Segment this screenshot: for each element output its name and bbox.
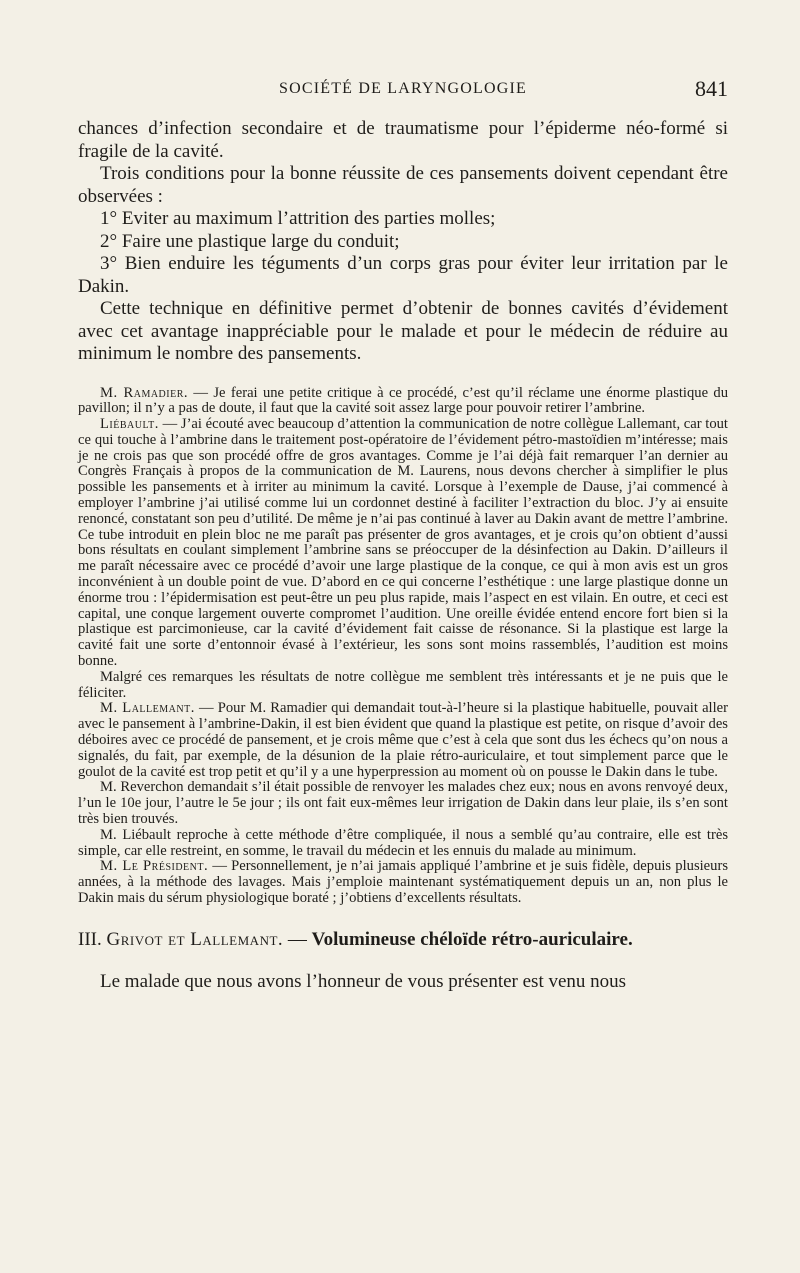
speaker-text: M. Liébault reproche à cette méthode d’être compliquée, il nous a semblé qu’au contraire, elle est très simple, car elle restreint, en somme, le travail du médecin et les ennuis du malade au minimum. [78,826,728,859]
section-authors: Grivot et Lallemant. [106,928,284,950]
section-heading [78,929,728,951]
body-paragraph: chances d’infection secondaire et de traumatisme pour l’épiderme néo-formé si fragile de la cavité. [78,118,728,162]
speaker-text: — Personnellement, je n’ai jamais appliqué l’ambrine et je suis fidèle, depuis plusieurs années, à la méthode des lavages. Mais j’emploie maintenant systématiquement depuis un an, non plus le Dakin mais du sérum physiologique boraté ; j’obtiens d’excellents résultats. [78,858,728,906]
speaker-text: M. Reverchon demandait s’il était possible de renvoyer les malades chez eux; nous en avons renvoyé deux, l’un le 10e jour, l’autre le 5e jour ; ils ont fait eux-mêmes leur irrigation de Dakin dans leur plaie, ils s’en sont très bien trouvés. [78,779,728,828]
condition-item: 2° Faire une plastique large du conduit; [100,230,400,252]
discussion-section [78,386,728,907]
running-header [78,76,728,106]
speaker-text: — J’ai écouté avec beaucoup d’attention la communication de notre collègue Lallemant, car tout ce qui touche à l’ambrine dans le traitement post-opératoire de l’évidement pétro-mastoïdien m’intéresse; mais je ne crois pas que son procédé offre de gros avantages. Comme je l’ai déjà fait remarquer l’an dernier au Congrès Français à propos de la communication de M. Laurens, nous devons chercher à simplifier le plus possible les pansements et à irriter au minimum la cavité. Lorsque à l’exemple de Dause, j’ai commencé à employer l’ambrine j’ai utilisé comme lui un cordonnet destiné à faciliter l’extraction du bloc. J’y ai ensuite renoncé, constatant son peu d’utilité. De même je n’ai pas continué à laver au Dakin avant de mettre l’ambrine. Ce tube introduit en plein bloc ne me paraît pas présenter de gros avantages, et je crois qu’on obtient d’aussi bons résultats en coulant simplement l’ambrine sans se préoccuper de la désinfection au Dakin. D’ailleurs il me paraît nécessaire avec ce procédé d’avoir une large plastique de la conque, ce qui à mon avis est un gros inconvénient à un double point de vue. D’abord en ce qui concerne l’esthétique : une large plastique donne un énorme trou : l’épidermisation est peut-être un peu plus rapide, mais l’aspect en est vilain. En outre, et ceci est capital, une conque largement ouverte compromet l’audition. Une oreille évidée entend encore fort bien si la plastique est parcimonieuse, car la cavité d’évidement fait caisse de résonance. Si la plastique est large la cavité fait une sorte d’entonnoir évasé à l’extérieur, les sons sont moins rassemblés, l’audition est moins bonne. [78,416,728,670]
discussion-paragraph [78,670,728,702]
discussion-paragraph [78,780,728,827]
speaker-name: M. Le Président. [100,858,209,875]
body-paragraph: Le malade que nous avons l’honneur de vous présenter est venu nous [100,970,627,992]
speaker-name: M. Ramadier. [100,384,189,401]
body-paragraph: Trois conditions pour la bonne réussite de ces pansements doivent cependant être observées : [78,163,728,207]
speaker-text: — Pour M. Ramadier qui demandait tout-à-l’heure si la plastique habituelle, pouvait aller avec le pansement à l’ambrine-Dakin, il est bien évident que quand la plastique est petite, on risque d’avoir des déboires avec ce procédé de pansement, et je crois même que c’est à cela que sont dus les échecs qu’on nous a signalés, du fait, par exemple, de la désunion de la plaie rétro-auriculaire, et tout simplement parce que le goulot de la cavité est trop petit et qu’il y a une hyperpression au moment où on pousse le Dakin dans le tube. [78,700,728,780]
speaker-text: — Je ferai une petite critique à ce procédé, c’est qu’il réclame une énorme plastique du pavillon; il n’y a pas de doute, il faut que la cavité soit assez large pour pouvoir retirer l’ambrine. [78,384,729,417]
discussion-paragraph [78,859,728,906]
condition-item: 3° Bien enduire les téguments d’un corps gras pour éviter leur irritation par le Dakin. [78,253,728,297]
section-number: III. [78,928,102,950]
page-number: 841 [695,76,728,101]
discussion-paragraph [78,386,728,418]
section-title: Volumineuse chéloïde rétro-auriculaire. [311,928,633,950]
discussion-paragraph [78,417,728,670]
section-dash: — [283,928,312,950]
running-title: SOCIÉTÉ DE LARYNGOLOGIE [278,80,528,97]
speaker-name: Liébault. [100,416,159,433]
condition-item: 1° Eviter au maximum l’attrition des parties molles; [100,208,496,229]
discussion-paragraph [78,701,728,780]
discussion-paragraph [78,828,728,860]
body-text [78,118,728,366]
speaker-text: Malgré ces remarques les résultats de notre collègue me semblent très intéressants et je ne puis que le féliciter. [78,668,728,701]
journal-page [78,76,728,1012]
speaker-name: M. Lallemant. [100,700,195,717]
body-paragraph: Cette technique en définitive permet d’obtenir de bonnes cavités d’évidement avec cet avantage inappréciable pour le malade et pour le médecin de réduire au minimum le nombre des pansements. [78,298,728,364]
